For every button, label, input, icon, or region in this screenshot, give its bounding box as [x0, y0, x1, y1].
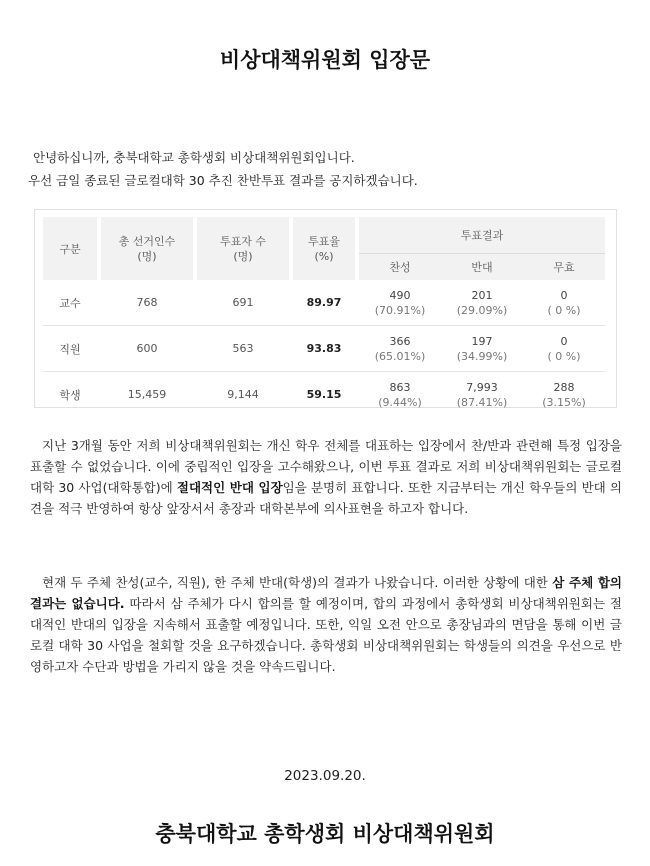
- row-voters: 9,144: [227, 388, 259, 401]
- row-turnout: 93.83: [293, 326, 355, 372]
- header-group: 구분: [43, 217, 97, 280]
- vote-results-box: [34, 209, 617, 408]
- intro-line-1: 안녕하십니까, 충북대학교 총학생회 비상대책위원회입니다.: [33, 150, 355, 165]
- row-invalid: 288 (3.15%): [542, 380, 586, 409]
- table-row-professors: [43, 280, 605, 326]
- statement-title: 비상대책위원회 입장문: [219, 47, 431, 72]
- row-voters: 691: [197, 280, 289, 326]
- row-electorate: 600: [101, 326, 193, 372]
- row-turnout: 59.15: [306, 388, 342, 401]
- paragraph-2-text-b: 따라서 삼 주체가 다시 합의를 할 예정이며, 합의 과정에서 총학생회 비상대책위원회는 절대적인 반대의 입장을 지속해서 표출할 예정입니다. 또한, 익일 오전 안으로 총장님과의 면담을 통해 이번 글로컬 대학 30 사업을 철회할 것을 요구하겠습니다. 총학생회 비상대책위원회는 학생들의 의견을 우선으로 반영하고자 수단과 방법을 가리지 않을 것을 약속드립니다.: [30, 596, 622, 674]
- row-yes: 490 (70.91%): [359, 280, 441, 326]
- statement-date: 2023.09.20.: [284, 768, 366, 784]
- row-no: 201 (29.09%): [441, 280, 523, 326]
- header-yes: 찬성: [359, 254, 441, 281]
- paragraph-2-emphasis: 삼 주체 합의결과는 없습니다.: [30, 575, 622, 611]
- table-row-staff: [43, 326, 605, 372]
- header-no: 반대: [441, 254, 523, 281]
- row-no: 7,993 (87.41%): [456, 380, 508, 409]
- row-group: 직원: [43, 326, 97, 372]
- row-turnout: 89.97: [293, 280, 355, 326]
- header-vote-result: 투표결과: [359, 217, 605, 254]
- header-electorate: 총 선거인수 (명): [101, 217, 193, 280]
- paragraph-2: [30, 572, 622, 677]
- intro-line-2: 우선 금일 종료된 글로컬대학 30 추진 찬반투표 결과를 공지하겠습니다.: [28, 173, 418, 188]
- row-invalid: 0 ( 0 %): [523, 326, 605, 372]
- paragraph-1: [30, 435, 622, 519]
- table-row-students: [43, 372, 605, 418]
- row-yes: 366 (65.01%): [359, 326, 441, 372]
- row-invalid: 0 ( 0 %): [523, 280, 605, 326]
- vote-results-table: [43, 217, 605, 417]
- row-yes: 863 (9.44%): [378, 380, 422, 409]
- header-invalid: 무효: [523, 254, 605, 281]
- row-electorate: 15,459: [127, 388, 167, 401]
- paragraph-1-text-a: 지난 3개월 동안 저희 비상대책위원회는 개신 학우 전체를 대표하는 입장에서 찬/반과 관련해 특정 입장을 표출할 수 없었습니다. 이에 중립적인 입장을 고수해왔으나, 이번 투표 결과로 저희 비상대책위원회는 글로컬 대학 30 사업(대학통합)에: [30, 438, 622, 495]
- row-group: 학생: [59, 388, 81, 402]
- row-group: 교수: [43, 280, 97, 326]
- organization-signature: 충북대학교 총학생회 비상대책위원회: [155, 821, 495, 846]
- row-electorate: 768: [101, 280, 193, 326]
- row-voters: 563: [197, 326, 289, 372]
- intro-text: [28, 146, 418, 192]
- paragraph-2-text-a: 현재 두 주체 찬성(교수, 직원), 한 주체 반대(학생)의 결과가 나왔습니다. 이러한 상황에 대한: [42, 575, 553, 590]
- header-voters: 투표자 수 (명): [197, 217, 289, 280]
- row-no: 197 (34.99%): [441, 326, 523, 372]
- paragraph-1-text-b: 임을 분명히 표합니다. 또한 지금부터는 개신 학우들의 반대 의견을 적극 반영하여 항상 앞장서서 총장과 대학본부에 의사표현을 하고자 합니다.: [30, 480, 622, 516]
- paragraph-1-emphasis: 절대적인 반대 입장: [176, 480, 283, 495]
- header-turnout: 투표율 (%): [293, 217, 355, 280]
